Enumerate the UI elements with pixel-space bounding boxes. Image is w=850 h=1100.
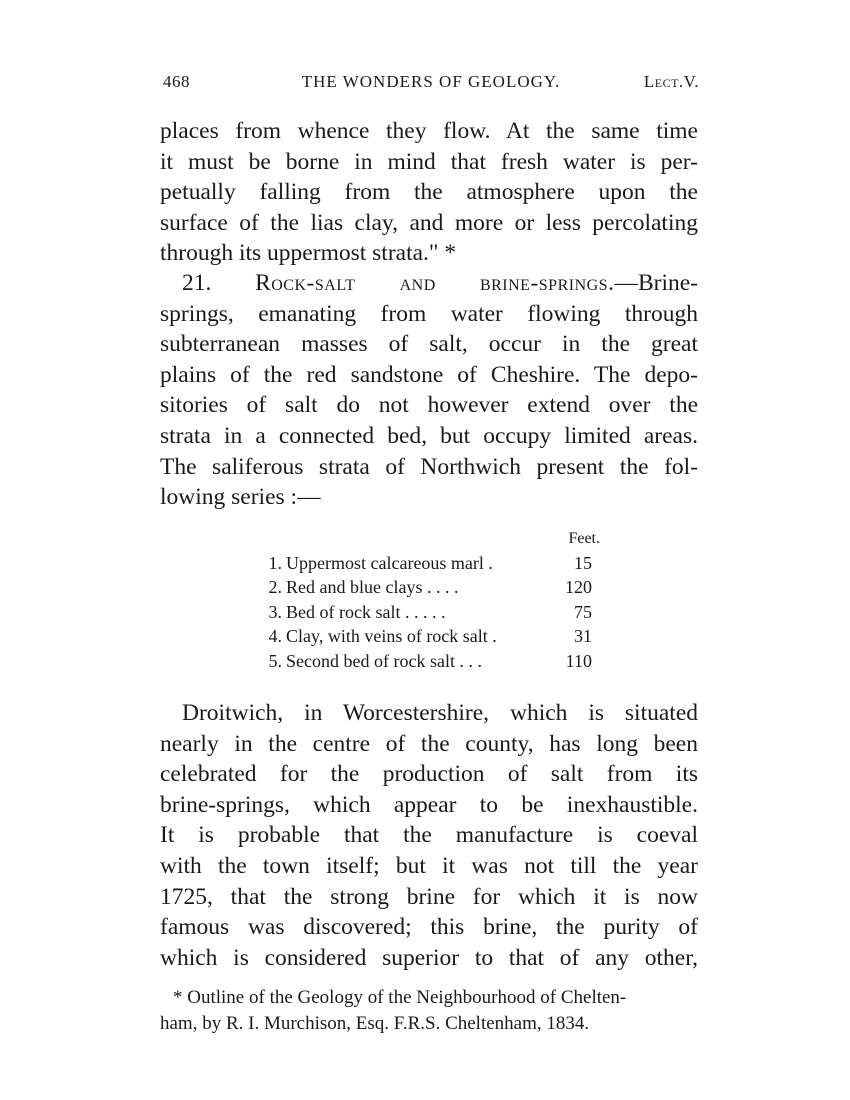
text-line: famous was discovered; this brine, the purity of bbox=[160, 914, 698, 941]
text-line: The saliferous strata of Northwich present the fol- bbox=[160, 453, 698, 480]
row-number: 3. bbox=[268, 601, 282, 622]
row-description: Clay, with veins of rock salt . bbox=[286, 626, 497, 647]
strata-table bbox=[255, 527, 600, 673]
footnote-line: ham, by R. I. Murchison, Esq. F.R.S. Cheltenham, 1834. bbox=[160, 1013, 590, 1034]
text-line: celebrated for the production of salt from its bbox=[160, 761, 698, 788]
page-number: 468 bbox=[163, 72, 190, 91]
table-row bbox=[255, 575, 600, 599]
text-line: which is considered superior to that of any other, bbox=[160, 944, 698, 971]
row-value: 120 bbox=[565, 577, 592, 598]
text-line: places from whence they flow. At the same time bbox=[160, 118, 698, 144]
table-row bbox=[255, 551, 600, 575]
row-value: 110 bbox=[565, 650, 592, 671]
lecture-label: Lect.V. bbox=[643, 72, 699, 91]
text-line: plains of the red sandstone of Cheshire. The depo- bbox=[160, 361, 698, 388]
row-description: Uppermost calcareous marl . bbox=[286, 553, 493, 573]
text-line: 1725, that the strong brine for which it is now bbox=[160, 883, 698, 910]
text-line: nearly in the centre of the county, has long been bbox=[160, 730, 698, 757]
row-value: 75 bbox=[574, 601, 592, 622]
text-line: springs, emanating from water flowing through bbox=[160, 300, 698, 327]
row-description: Second bed of rock salt . . . bbox=[286, 650, 482, 671]
section-heading: Rock-salt and brine-springs. bbox=[255, 270, 615, 296]
footnote bbox=[160, 985, 698, 1037]
text-line: sitories of salt do not however extend over the bbox=[160, 392, 698, 419]
text-line: Droitwich, in Worcestershire, which is situated bbox=[182, 700, 698, 726]
text-line: surface of the lias clay, and more or less percolating bbox=[160, 209, 698, 236]
text-line: it must be borne in mind that fresh water is per- bbox=[160, 148, 698, 175]
text-line: brine-springs, which appear to be inexhaustible. bbox=[160, 791, 698, 818]
text-line: petually falling from the atmosphere upon the bbox=[160, 179, 698, 206]
heading-line-rest: —Brine- bbox=[614, 270, 699, 296]
row-number: 2. bbox=[268, 577, 282, 598]
text-line: with the town itself; but it was not till the year bbox=[160, 852, 698, 879]
row-description: Red and blue clays . . . . bbox=[286, 577, 459, 598]
text-line: lowing series :— bbox=[160, 484, 321, 511]
table-row bbox=[255, 649, 600, 673]
section-number: 21. bbox=[182, 270, 212, 296]
text-line: through its uppermost strata." * bbox=[160, 240, 457, 267]
table-row bbox=[255, 624, 600, 648]
row-value: 15 bbox=[574, 553, 592, 573]
table-row bbox=[255, 600, 600, 624]
row-number: 4. bbox=[268, 626, 282, 647]
row-description: Bed of rock salt . . . . . bbox=[286, 601, 446, 622]
paragraph-continued bbox=[160, 116, 698, 269]
running-head bbox=[163, 72, 699, 96]
footnote-line: * Outline of the Geology of the Neighbourhood of Chelten- bbox=[173, 987, 627, 1008]
text-line: It is probable that the manufacture is coeval bbox=[160, 822, 698, 849]
text-line: strata in a connected bed, but occupy limited areas. bbox=[160, 422, 698, 449]
unit-label: Feet. bbox=[568, 530, 600, 547]
text-line: subterranean masses of salt, occur in the great bbox=[160, 331, 698, 358]
row-number: 5. bbox=[268, 650, 282, 671]
paragraph-rock-salt bbox=[160, 268, 698, 513]
row-number: 1. bbox=[268, 553, 282, 573]
running-title: THE WONDERS OF GEOLOGY. bbox=[301, 72, 561, 91]
paragraph-droitwich bbox=[160, 698, 698, 973]
row-value: 31 bbox=[574, 626, 592, 647]
section-heading-line bbox=[160, 268, 698, 299]
